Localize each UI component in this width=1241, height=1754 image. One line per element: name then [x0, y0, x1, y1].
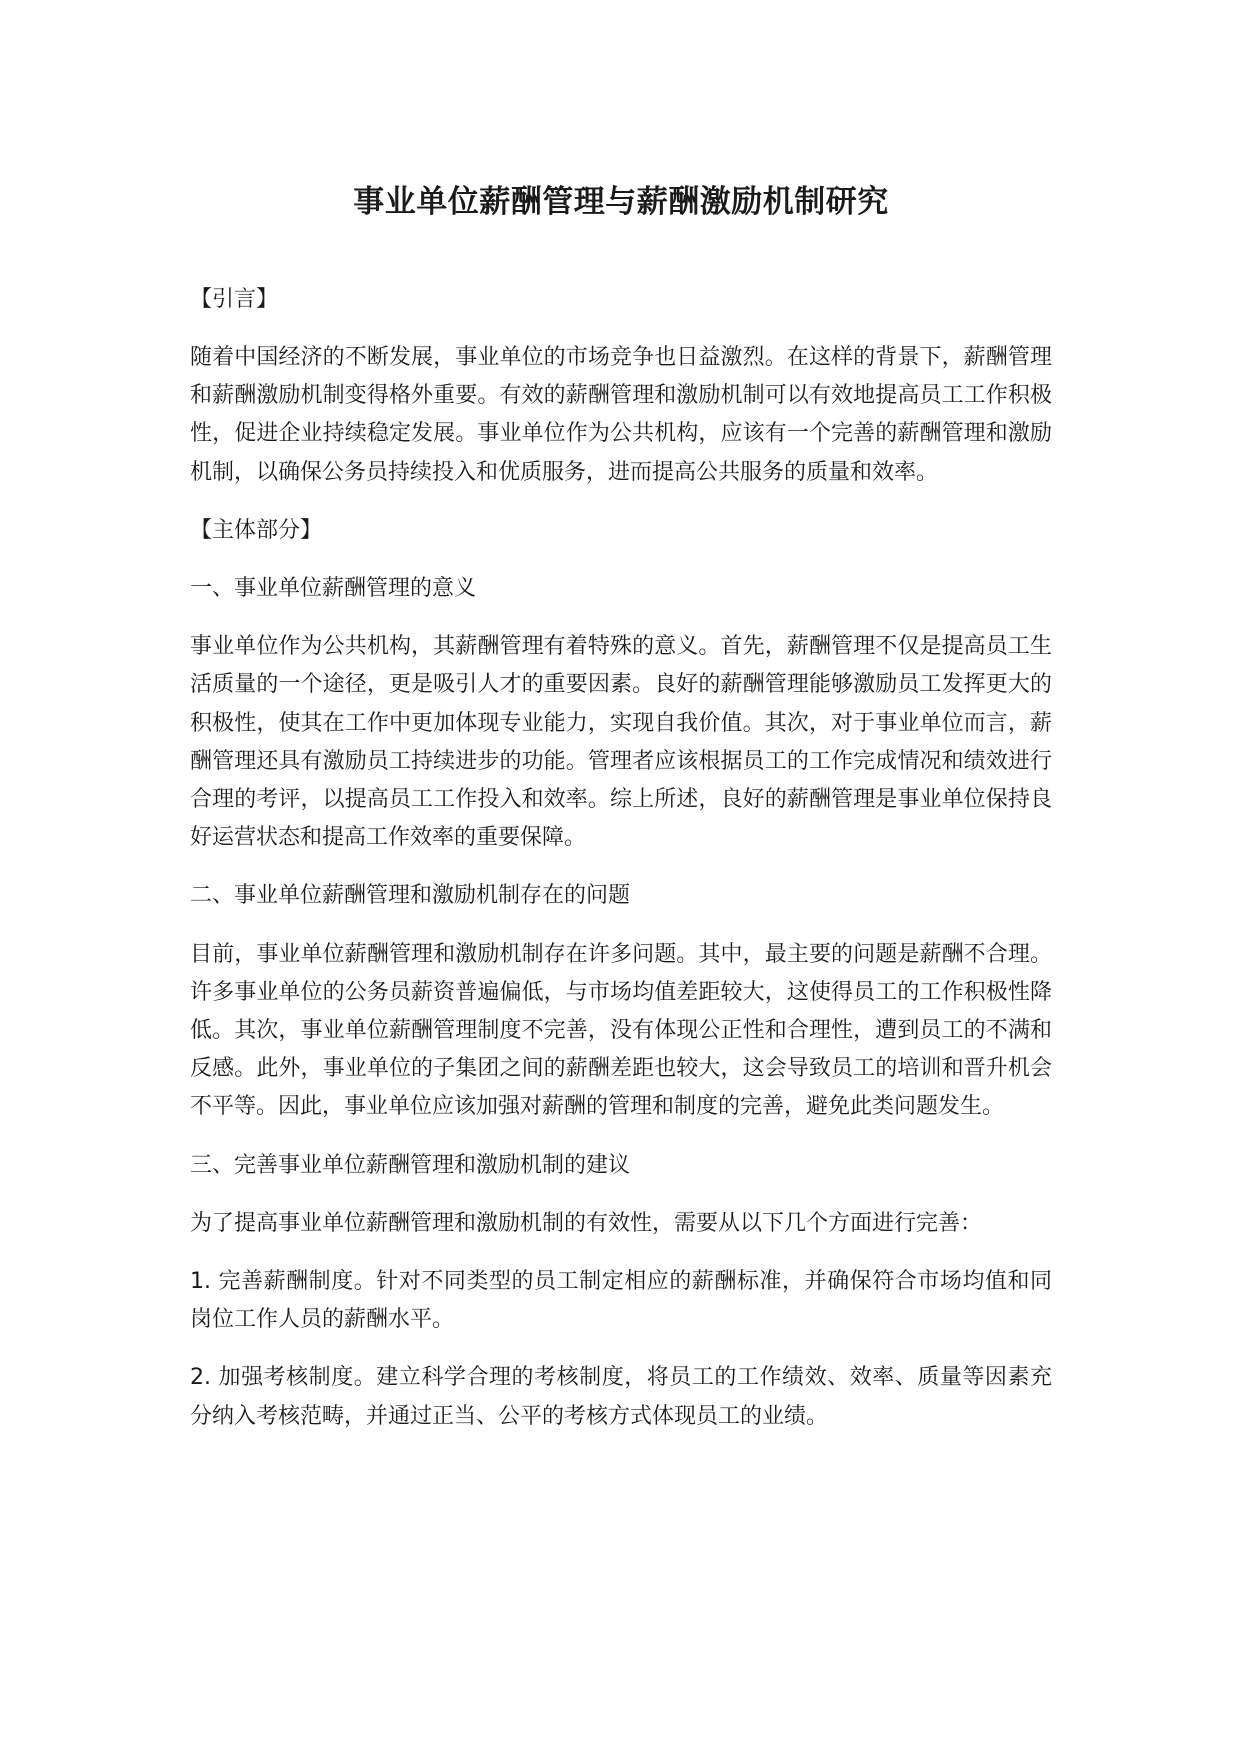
section1-heading: 一、事业单位薪酬管理的意义	[190, 576, 477, 602]
section1-paragraph: 事业单位作为公共机构，其薪酬管理有着特殊的意义。首先，薪酬管理不仅是提高员工生活质量的一个途径，更是吸引人才的重要因素。良好的薪酬管理能够激励员工发挥更大的积极性，使其在工作中更加体现专业能力，实现自我价值。其次，对于事业单位而言，薪酬管理还具有激励员工持续进步的功能。管理者应该根据员工的工作完成情况和绩效进行合理的考评，以提高员工工作投入和效率。综上所述，良好的薪酬管理是事业单位保持良好运营状态和提高工作效率的重要保障。	[190, 634, 1052, 851]
section3-heading: 三、完善事业单位薪酬管理和激励机制的建议	[190, 1152, 631, 1178]
list-item-2: 2. 加强考核制度。建立科学合理的考核制度，将员工的工作绩效、效率、质量等因素充分纳入考核范畴，并通过正当、公平的考核方式体现员工的业绩。	[190, 1365, 1052, 1429]
document-content	[190, 182, 1052, 1436]
list-item-1: 1. 完善薪酬制度。针对不同类型的员工制定相应的薪酬标准，并确保符合市场均值和同岗位工作人员的薪酬水平。	[190, 1269, 1052, 1333]
section2-heading: 二、事业单位薪酬管理和激励机制存在的问题	[190, 883, 631, 909]
body-label: 【主体部分】	[190, 517, 323, 543]
intro-paragraph: 随着中国经济的不断发展，事业单位的市场竞争也日益激烈。在这样的背景下，薪酬管理和薪酬激励机制变得格外重要。有效的薪酬管理和激励机制可以有效地提高员工工作积极性，促进企业持续稳定发展。事业单位作为公共机构，应该有一个完善的薪酬管理和激励机制，以确保公务员持续投入和优质服务，进而提高公共服务的质量和效率。	[190, 345, 1052, 485]
document-title: 事业单位薪酬管理与薪酬激励机制研究	[353, 184, 889, 220]
section2-paragraph: 目前，事业单位薪酬管理和激励机制存在许多问题。其中，最主要的问题是薪酬不合理。许多事业单位的公务员薪资普遍偏低，与市场均值差距较大，这使得员工的工作积极性降低。其次，事业单位薪酬管理制度不完善，没有体现公正性和合理性，遭到员工的不满和反感。此外，事业单位的子集团之间的薪酬差距也较大，这会导致员工的培训和晋升机会不平等。因此，事业单位应该加强对薪酬的管理和制度的完善，避免此类问题发生。	[190, 941, 1052, 1120]
intro-label: 【引言】	[190, 287, 279, 312]
section3-intro: 为了提高事业单位薪酬管理和激励机制的有效性，需要从以下几个方面进行完善：	[190, 1210, 983, 1236]
